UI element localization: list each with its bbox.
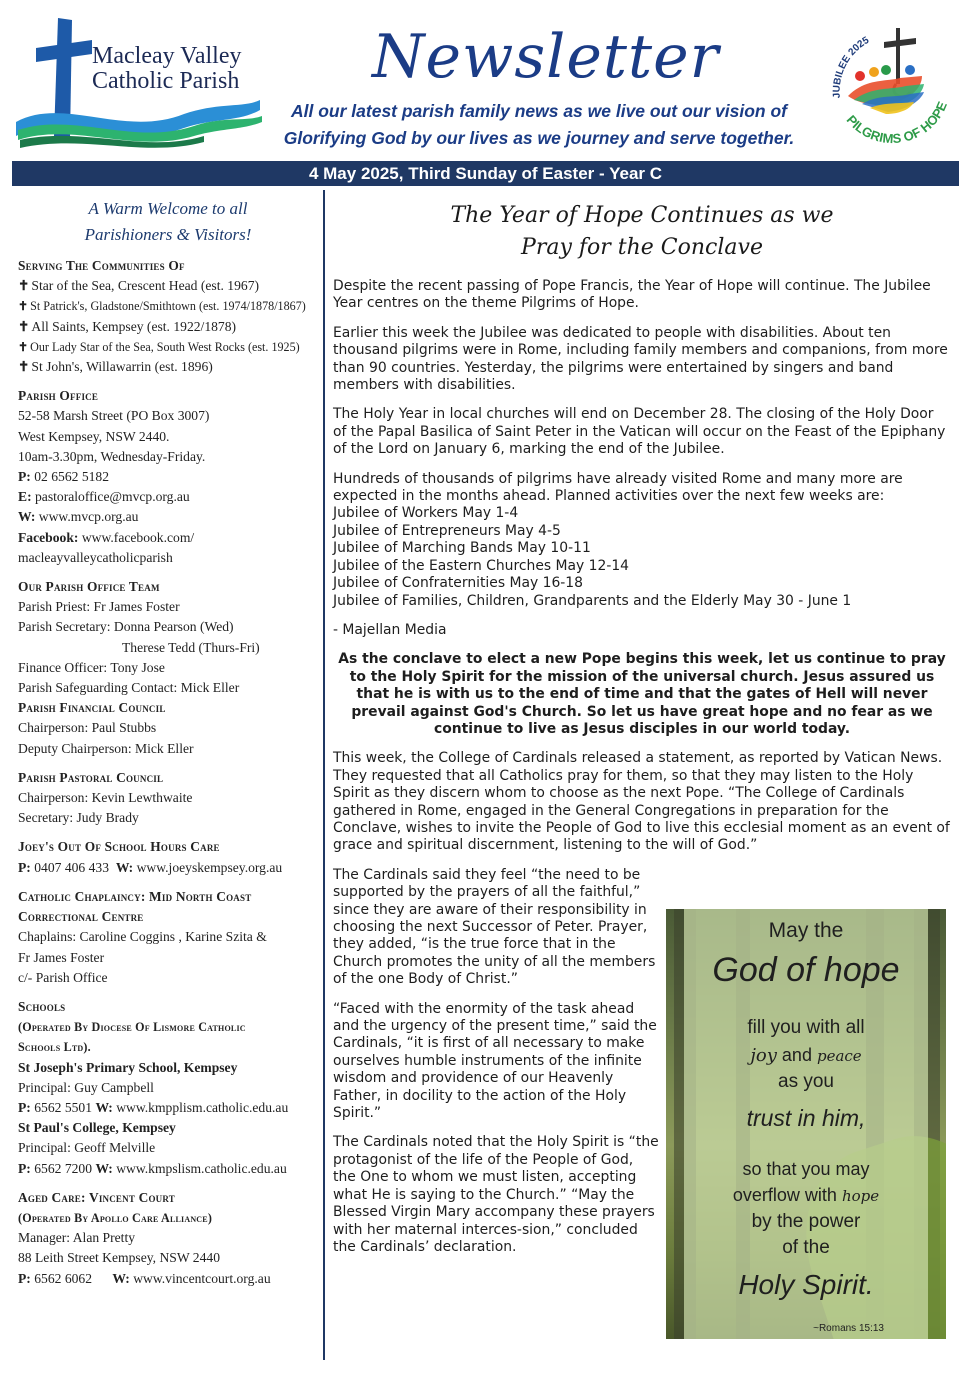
article-paragraph: “Faced with the enormity of the task ahead and the urgency of the present time,” said the Cardinals, “it is first of all necessary to make ourselves humble instruments of the infinite wisdom and providence of our Heavenly Father, in docility to the action of the Holy Spirit.” xyxy=(333,1000,657,1122)
parish-name-line1: Macleay Valley xyxy=(92,43,242,69)
financial-deputy-chair: Deputy Chairperson: Mick Eller xyxy=(18,740,194,756)
office-hours: 10am-3.30pm, Wednesday-Friday. xyxy=(18,448,206,464)
parish-office-heading: Parish Office xyxy=(18,388,99,404)
pastoral-chair: Chairperson: Kevin Lewthwaite xyxy=(18,790,193,806)
article-paragraph: The Cardinals said they feel “the need to be supported by the prayers of all the faithful,” since they are aware of their responsibility in choosing the next Successor of Peter. Prayer, they added, “is the true force that in the Church promotes the unity of all the members of the one Body of Christ.” xyxy=(333,866,656,988)
school1-contact-row: P: 6562 5501 W: www.kmpplism.catholic.edu.au xyxy=(18,1099,289,1115)
date-bar: 4 May 2025, Third Sunday of Easter - Year C xyxy=(12,161,959,186)
parish-name-line2: Catholic Parish xyxy=(92,68,240,94)
sidebar xyxy=(18,196,318,1298)
schools-heading: Schools xyxy=(18,998,66,1014)
aged-care-operator: (Operated By Apollo Care Alliance) xyxy=(18,1210,213,1225)
pastoral-secretary: Secretary: Judy Brady xyxy=(18,810,139,826)
welcome-message xyxy=(18,196,318,248)
jubilee-item: Jubilee of Workers May 1-4 xyxy=(333,505,519,522)
verse-line: of the xyxy=(782,1237,830,1258)
office-address-line2: West Kempsey, NSW 2440. xyxy=(18,428,170,444)
aged-care-address: 88 Leith Street Kempsey, NSW 2440 xyxy=(18,1250,220,1266)
verse-line: Holy Spirit. xyxy=(738,1269,874,1300)
community-item: ✝ Star of the Sea, Crescent Head (est. 1967) xyxy=(18,278,260,294)
school1-principal: Principal: Guy Campbell xyxy=(18,1079,154,1095)
verse-line: as you xyxy=(778,1071,834,1092)
verse-line: overflow with hope xyxy=(732,1185,880,1205)
welcome-line2: Parishioners & Visitors! xyxy=(84,225,252,244)
community-item: ✝ Our Lady Star of the Sea, South West Rocks (est. 1925) xyxy=(18,339,300,354)
verse-reference: ~Romans 15:13 xyxy=(813,1323,884,1334)
column-divider xyxy=(323,190,325,1360)
parish-priest: Parish Priest: Fr James Foster xyxy=(18,599,180,615)
vision-line1: All our latest parish family news as we live out our vision of xyxy=(291,101,787,121)
aged-care-contact-row: P: 6562 6062 W: www.vincentcourt.org.au xyxy=(18,1270,271,1286)
community-item: ✝ St John's, Willawarrin (est. 1896) xyxy=(18,359,213,375)
jubilee-item: Jubilee of Families, Children, Grandparents and the Elderly May 30 - June 1 xyxy=(333,592,852,609)
school2-phone[interactable]: 6562 7200 xyxy=(34,1160,93,1176)
verse-line: trust in him, xyxy=(746,1105,866,1131)
school2-contact-row: P: 6562 7200 W: www.kmpslism.catholic.edu.au xyxy=(18,1160,287,1176)
cross-icon: ✝ xyxy=(18,299,29,314)
communities-heading: Serving The Communities Of xyxy=(18,258,185,273)
chaplaincy-section xyxy=(18,887,318,988)
verse-line: by the power xyxy=(751,1211,861,1232)
schools-operator: (Operated By Diocese Of Lismore Catholic xyxy=(18,1020,246,1035)
cross-icon: ✝ xyxy=(18,359,30,375)
office-team-heading: Our Parish Office Team xyxy=(18,579,160,595)
parish-name xyxy=(92,44,242,94)
article-paragraph: The Holy Year in local churches will end on December 28. The closing of the Holy Door of the Papal Basilica of Saint Peter in the Vatican will occur on the Feast of the Epiphany of the Lord on January 6, marking the end of the Jubilee. xyxy=(333,406,946,458)
article-paragraph: Despite the recent passing of Pope Francis, the Year of Hope will continue. The Jubilee Year centres on the theme Pilgrims of Hope. xyxy=(333,278,931,312)
jubilee-bottom-text: PILGRIMS OF HOPE xyxy=(843,99,950,147)
school1-name: St Joseph's Primary School, Kempsey xyxy=(18,1059,238,1075)
jubilee-item: Jubilee of Marching Bands May 10-11 xyxy=(333,540,591,557)
schools-section xyxy=(18,997,318,1179)
aged-care-manager: Manager: Alan Pretty xyxy=(18,1230,136,1246)
aged-care-heading: Aged Care: Vincent Court xyxy=(18,1189,175,1205)
office-facebook-row: Facebook: www.facebook.com/ xyxy=(18,529,195,545)
cross-icon: ✝ xyxy=(18,318,30,334)
community-item: ✝ All Saints, Kempsey (est. 1922/1878) xyxy=(18,318,237,334)
conclave-prayer-highlight: As the conclave to elect a new Pope begins this week, let us continue to pray to the Holy Spirit for the mission of the universal church. Jesus assured us that he is with us to the end of time and that the gates of Hell will never prevail against God's Church. So let us have great hope and no fear as we continue to live as Jesus disciples in our world today. xyxy=(338,651,946,737)
cross-icon: ✝ xyxy=(18,278,30,294)
school1-phone[interactable]: 6562 5501 xyxy=(34,1099,93,1115)
facebook-link-cont[interactable]: macleayvalleycatholicparish xyxy=(18,549,173,565)
romans-15-13-image xyxy=(666,909,946,1339)
office-email-link[interactable]: pastoraloffice@mvcp.org.au xyxy=(35,489,190,505)
joeys-web-link[interactable]: www.joeyskempsey.org.au xyxy=(136,859,283,875)
newsletter-title: Newsletter xyxy=(372,22,720,92)
office-phone-row: P: 02 6562 5182 xyxy=(18,469,110,485)
financial-chair: Chairperson: Paul Stubbs xyxy=(18,720,157,736)
parish-office-section xyxy=(18,386,318,568)
finance-officer: Finance Officer: Tony Jose xyxy=(18,659,165,675)
aged-care-section xyxy=(18,1188,318,1289)
aged-care-phone[interactable]: 6562 6062 xyxy=(34,1270,93,1286)
article-source: - Majellan Media xyxy=(333,621,447,638)
jubilee-list xyxy=(333,505,951,609)
school2-name: St Paul's College, Kempsey xyxy=(18,1120,176,1136)
schools-operator-cont: Schools Ltd). xyxy=(18,1040,91,1055)
jubilee-2025-logo xyxy=(826,20,956,156)
school2-principal: Principal: Geoff Melville xyxy=(18,1140,156,1156)
pastoral-council-heading: Parish Pastoral Council xyxy=(18,769,164,785)
jubilee-item: Jubilee of Confraternities May 16-18 xyxy=(333,575,583,592)
facebook-link[interactable]: www.facebook.com/ xyxy=(81,529,195,545)
verse-line: so that you may xyxy=(742,1159,870,1179)
financial-council-heading: Parish Financial Council xyxy=(18,700,166,716)
parish-secretary-2: Therese Tedd (Thurs-Fri) xyxy=(122,639,260,655)
verse-line: God of hope xyxy=(712,951,900,989)
verse-line: fill you with all xyxy=(747,1017,865,1038)
jubilee-top-text: JUBILEE 2025 xyxy=(831,34,872,99)
chaplaincy-heading: Catholic Chaplaincy: Mid North Coast xyxy=(18,888,252,904)
verse-line: joy and peace xyxy=(750,1045,862,1066)
parish-secretary: Parish Secretary: Donna Pearson (Wed) xyxy=(18,619,234,635)
chaplaincy-contact: c/- Parish Office xyxy=(18,969,108,985)
jubilee-item: Jubilee of Entrepreneurs May 4-5 xyxy=(333,522,561,539)
chaplains-cont: Fr James Foster xyxy=(18,949,105,965)
article-paragraph: Hundreds of thousands of pilgrims have already visited Rome and many more are expected in the months ahead. Planned activities over the next few weeks are: xyxy=(333,470,903,505)
vision-line2: Glorifying God by our lives as we journey and serve together. xyxy=(283,128,795,148)
office-web-link[interactable]: www.mvcp.org.au xyxy=(38,509,139,525)
article-title: The Year of Hope Continues as we Pray for the Conclave xyxy=(450,203,834,260)
school1-web-link[interactable]: www.kmpplism.catholic.edu.au xyxy=(116,1099,289,1115)
joeys-contact-row: P: 0407 406 433 W: www.joeyskempsey.org.au xyxy=(18,859,283,875)
joeys-heading: Joey's Out Of School Hours Care xyxy=(18,839,220,855)
article-paragraph: Earlier this week the Jubilee was dedicated to people with disabilities. About ten thousand pilgrims were in Rome, including family members and companions, from more than 90 countries. Yesterday, the pilgrims were entertained by singers and band members with disabilities. xyxy=(333,324,948,394)
vision-statement xyxy=(274,98,804,152)
office-email-row: E: pastoraloffice@mvcp.org.au xyxy=(18,489,190,505)
school2-web-link[interactable]: www.kmpslism.catholic.edu.au xyxy=(116,1160,287,1176)
article-paragraph: The Cardinals noted that the Holy Spirit is “the protagonist of the life of the People of God, the One to whom we must listen, accepting what He is saying to the Church.” “May the Blessed Virgin Mary accompany these prayers with her maternal interces-sion,” concluded the Cardinals’ declaration. xyxy=(333,1134,659,1255)
cardinals-statement xyxy=(333,867,659,1257)
communities-section xyxy=(18,256,318,377)
welcome-line1: A Warm Welcome to all xyxy=(88,199,248,218)
joeys-section xyxy=(18,837,318,877)
office-phone[interactable]: 02 6562 5182 xyxy=(34,469,110,485)
chaplaincy-heading-cont: Correctional Centre xyxy=(18,909,144,925)
office-web-row: W: www.mvcp.org.au xyxy=(18,509,139,525)
jubilee-item: Jubilee of the Eastern Churches May 12-14 xyxy=(333,557,630,574)
cross-icon: ✝ xyxy=(18,339,29,354)
aged-care-web-link[interactable]: www.vincentcourt.org.au xyxy=(133,1270,271,1286)
office-address-line1: 52-58 Marsh Street (PO Box 3007) xyxy=(18,408,210,424)
verse-line: May the xyxy=(768,919,844,942)
chaplains: Chaplains: Caroline Coggins , Karine Szita & xyxy=(18,929,267,945)
office-team-section xyxy=(18,577,318,759)
safeguarding-contact: Parish Safeguarding Contact: Mick Eller xyxy=(18,680,240,696)
pastoral-council-section xyxy=(18,768,318,829)
joeys-phone[interactable]: 0407 406 433 xyxy=(34,859,110,875)
community-item: ✝ St Patrick's, Gladstone/Smithtown (est. 1974/1878/1867) xyxy=(18,299,306,314)
article-paragraph: This week, the College of Cardinals released a statement, as reported by Vatican News. They requested that all Catholics pray for them, so that they may listen to the Holy Spirit as they discern whom to choose as the next Pope. “The College of Cardinals gathered in Rome, engaged in the General Congregations in preparation for the Conclave, wishes to invite the People of God to live this ecclesial moment as an event of grace and spiritual discernment, listening to the will of God.” xyxy=(333,750,950,854)
